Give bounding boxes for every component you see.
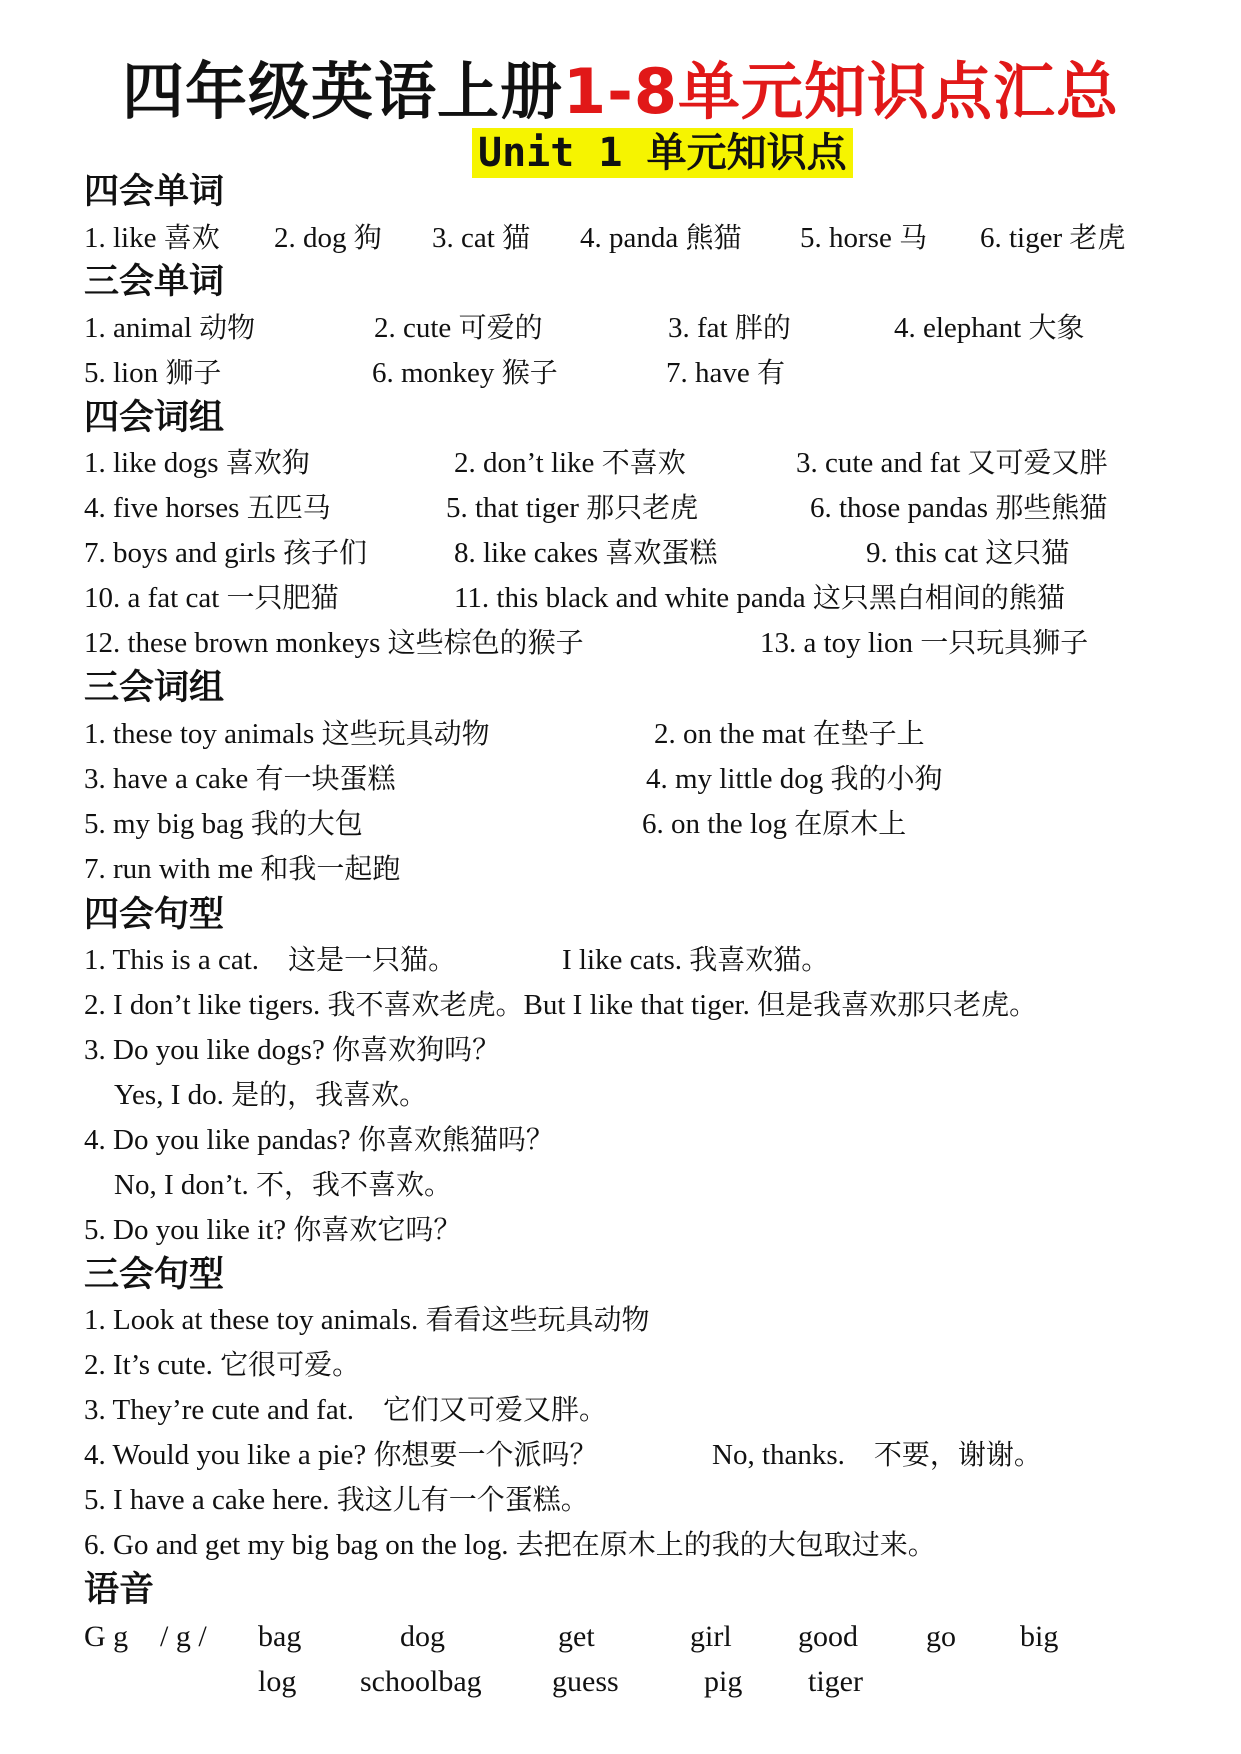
phonics-word: go xyxy=(926,1620,956,1653)
phonics-word: bag xyxy=(258,1620,302,1653)
list-item: 8. like cakes 喜欢蛋糕 xyxy=(454,536,718,569)
sentence-row xyxy=(84,938,1184,982)
phrases3-row xyxy=(84,757,1184,801)
phrases3-row xyxy=(84,712,1184,756)
sentence-row: 3. Do you like dogs? 你喜欢狗吗？ xyxy=(84,1033,501,1066)
sentence-row: 6. Go and get my big bag on the log. 去把在原木上的我的大包取过来。 xyxy=(84,1528,936,1561)
list-item: 1. like 喜欢 xyxy=(84,221,220,254)
list-item: 2. on the mat 在垫子上 xyxy=(654,717,925,750)
list-item: 7. have 有 xyxy=(666,356,786,389)
list-item: 6. tiger 老虎 xyxy=(980,221,1126,254)
list-item: 3. cute and fat 又可爱又胖 xyxy=(796,446,1108,479)
list-item: 3. cat 猫 xyxy=(432,221,531,254)
list-item: 1. like dogs 喜欢狗 xyxy=(84,446,310,479)
page-title xyxy=(0,52,1241,132)
sentence-row: 1. Look at these toy animals. 看看这些玩具动物 xyxy=(84,1303,650,1336)
list-item: 1. these toy animals 这些玩具动物 xyxy=(84,717,490,750)
list-item: 6. those pandas 那些熊猫 xyxy=(810,491,1108,524)
list-item: 4. panda 熊猫 xyxy=(580,221,742,254)
list-item: 4. five horses 五匹马 xyxy=(84,491,331,524)
section-heading-phrases3: 三会词组 xyxy=(84,668,225,708)
phrases4-row xyxy=(84,441,1184,485)
phonics-sound: / g / xyxy=(160,1620,207,1653)
list-item: 10. a fat cat 一只肥猫 xyxy=(84,581,339,614)
section-heading-phonics: 语音 xyxy=(84,1570,155,1610)
list-item: 11. this black and white panda 这只黑白相间的熊猫 xyxy=(454,581,1065,614)
phonics-word: log xyxy=(258,1665,297,1698)
sentence-row: 2. It’s cute. 它很可爱。 xyxy=(84,1348,361,1381)
list-item: 2. dog 狗 xyxy=(274,221,382,254)
list-item: 6. monkey 猴子 xyxy=(372,356,558,389)
section-heading-sent4: 四会句型 xyxy=(84,895,225,935)
phrases4-row xyxy=(84,531,1184,575)
list-item: 2. don’t like 不喜欢 xyxy=(454,446,686,479)
phonics-word: tiger xyxy=(808,1665,863,1698)
section-heading-words4: 四会单词 xyxy=(84,172,225,212)
phonics-word: get xyxy=(558,1620,595,1653)
list-item: 7. boys and girls 孩子们 xyxy=(84,536,367,569)
list-item: 4. my little dog 我的小狗 xyxy=(646,762,943,795)
sentence-row: 5. Do you like it? 你喜欢它吗？ xyxy=(84,1213,462,1246)
phonics-word: guess xyxy=(552,1665,619,1698)
sentence-row: 4. Do you like pandas? 你喜欢熊猫吗？ xyxy=(84,1123,554,1156)
section-heading-phrases4: 四会词组 xyxy=(84,398,225,438)
unit-label: Unit 1 xyxy=(478,130,623,176)
sentence-row xyxy=(84,1433,1184,1477)
unit-heading xyxy=(472,128,853,178)
phonics-word: schoolbag xyxy=(360,1665,482,1698)
title-highlight: 1-8单元知识点汇总 xyxy=(563,55,1120,128)
phonics-word: girl xyxy=(690,1620,732,1653)
list-item: No, thanks. 不要，谢谢。 xyxy=(712,1438,1042,1471)
phrases4-row xyxy=(84,621,1184,665)
phrases3-row xyxy=(84,802,1184,846)
phrases4-row xyxy=(84,486,1184,530)
phonics-letter: G g xyxy=(84,1620,129,1653)
list-item: 3. have a cake 有一块蛋糕 xyxy=(84,762,396,795)
section-heading-sent3: 三会句型 xyxy=(84,1255,225,1295)
sentence-row: 5. I have a cake here. 我这儿有一个蛋糕。 xyxy=(84,1483,589,1516)
words3-row xyxy=(84,351,1184,395)
list-item: 4. elephant 大象 xyxy=(894,311,1085,344)
phonics-word: good xyxy=(798,1620,858,1653)
list-item: 5. horse 马 xyxy=(800,221,928,254)
list-item: 7. run with me 和我一起跑 xyxy=(84,852,401,885)
sentence-row: Yes, I do. 是的，我喜欢。 xyxy=(114,1078,428,1111)
list-item: 3. fat 胖的 xyxy=(668,311,791,344)
list-item: 5. my big bag 我的大包 xyxy=(84,807,363,840)
title-main: 四年级英语上册 xyxy=(121,55,563,128)
list-item: 13. a toy lion 一只玩具狮子 xyxy=(760,626,1089,659)
list-item: 1. This is a cat. 这是一只猫。 xyxy=(84,943,457,976)
list-item: 4. Would you like a pie? 你想要一个派吗？ xyxy=(84,1438,598,1471)
phonics-word: big xyxy=(1020,1620,1059,1653)
list-item: I like cats. 我喜欢猫。 xyxy=(562,943,830,976)
unit-subtitle: 单元知识点 xyxy=(646,130,847,176)
words4-row xyxy=(84,216,1184,260)
sentence-row: 3. They’re cute and fat. 它们又可爱又胖。 xyxy=(84,1393,608,1426)
sentence-row: No, I don’t. 不，我不喜欢。 xyxy=(114,1168,453,1201)
section-heading-words3: 三会单词 xyxy=(84,262,225,302)
list-item: 6. on the log 在原木上 xyxy=(642,807,907,840)
list-item: 12. these brown monkeys 这些棕色的猴子 xyxy=(84,626,584,659)
sentence-row: 2. I don’t like tigers. 我不喜欢老虎。But I like that tiger. 但是我喜欢那只老虎。 xyxy=(84,988,1038,1021)
phrases4-row xyxy=(84,576,1184,620)
phonics-word: dog xyxy=(400,1620,445,1653)
phrases3-row xyxy=(84,847,1184,891)
list-item: 5. lion 狮子 xyxy=(84,356,222,389)
list-item: 9. this cat 这只猫 xyxy=(866,536,1070,569)
phonics-word: pig xyxy=(704,1665,743,1698)
list-item: 5. that tiger 那只老虎 xyxy=(446,491,699,524)
list-item: 1. animal 动物 xyxy=(84,311,256,344)
words3-row xyxy=(84,306,1184,350)
list-item: 2. cute 可爱的 xyxy=(374,311,543,344)
